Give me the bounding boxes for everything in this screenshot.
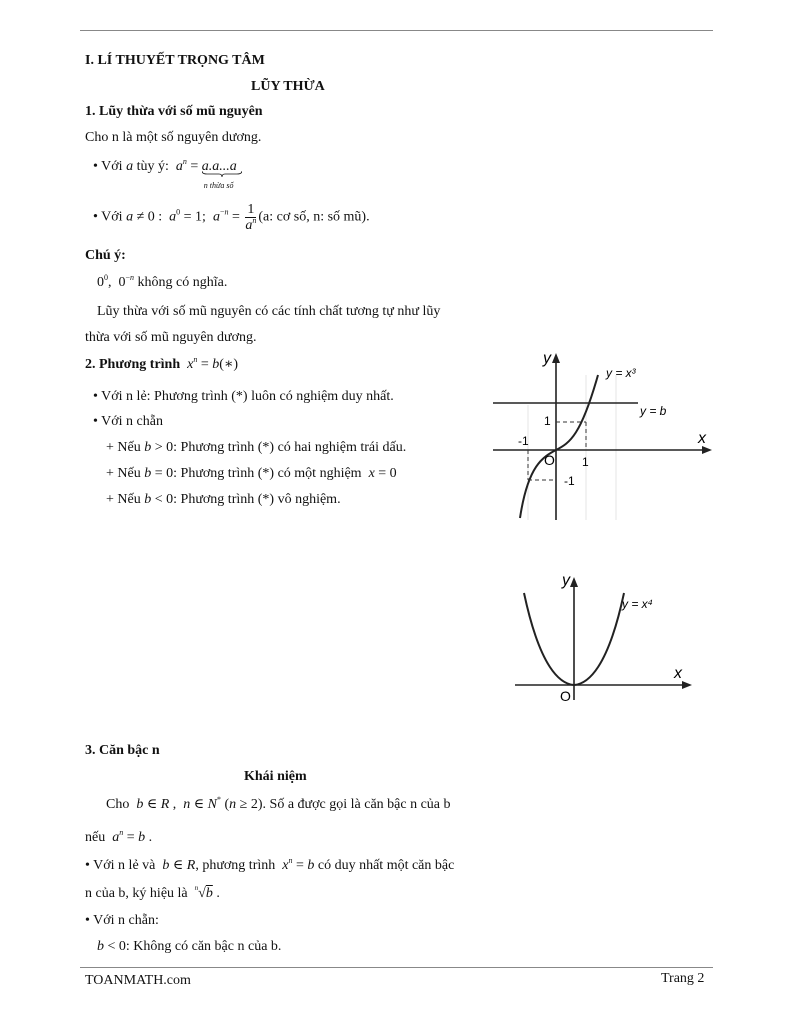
odd-case: • Với n lẻ: Phương trình (*) luôn có nghiệm duy nhất. [93, 389, 394, 404]
even-case-zero: + Nếu b = 0: Phương trình (*) có một nghiệm x = 0 [106, 466, 397, 481]
graph1-ytick-neg: -1 [564, 474, 575, 488]
graph-cubic-grid [528, 375, 616, 520]
graph2-origin: O [560, 688, 571, 704]
graph1-line-label: y = b [640, 404, 667, 418]
graph2-y-label: y [562, 572, 570, 589]
graph1-origin: O [544, 452, 555, 468]
graph1-tick-neg: -1 [518, 434, 529, 448]
graph2-x-label: x [674, 665, 682, 682]
note-line1: $0^0$, $0^{-n}$ không có nghĩa. [97, 273, 228, 290]
y-arrow-icon [552, 353, 560, 363]
section3-heading: 3. Căn bậc n [85, 743, 160, 758]
note-heading: Chú ý: [85, 248, 126, 263]
x-arrow-icon [702, 446, 712, 454]
graph1-y-label: y [543, 350, 551, 367]
root-odd-line2: n của b, ký hiệu là $^n$√b . [85, 884, 220, 901]
note-line3: thừa với số mũ nguyên dương. [85, 330, 257, 345]
root-definition-line1: Cho b ∈ R , n ∈ N* (n ≥ 2). Số a được gọi là căn bậc n của b [106, 795, 451, 812]
note-line2: Lũy thừa với số mũ nguyên có các tính chất tương tự như lũy [97, 304, 441, 319]
power-definition: • Với a tùy ý: $a^n = a.a...a$ n thừa số [93, 158, 237, 176]
y-arrow-icon [570, 577, 578, 587]
graph-cubic [488, 345, 718, 525]
root-even-case: b < 0: Không có căn bậc n của b. [97, 939, 282, 954]
section1-intro: Cho n là một số nguyên dương. [85, 130, 262, 145]
section-heading: I. LÍ THUYẾT TRỌNG TÂM [85, 53, 265, 68]
x-arrow-icon [682, 681, 692, 689]
even-case: • Với n chẵn [93, 414, 163, 429]
graph2-curve-label: y = x⁴ [622, 597, 653, 611]
main-title: LŨY THỪA [251, 79, 325, 94]
footer-site: TOANMATH.com [85, 973, 191, 988]
root-definition-line2: nếu $a^n = b$ . [85, 828, 153, 845]
section1-heading: 1. Lũy thừa với số mũ nguyên [85, 104, 263, 119]
graph1-tick-pos: 1 [582, 455, 589, 469]
root-even-line: • Với n chẵn: [85, 913, 159, 928]
even-case-negative: + Nếu b < 0: Phương trình (*) vô nghiệm. [106, 492, 341, 507]
graph1-curve-label: y = x³ [606, 366, 636, 380]
graph1-ytick-pos: 1 [544, 414, 551, 428]
footer-page-number: Trang 2 [661, 971, 705, 986]
graph-quartic [510, 568, 700, 708]
top-rule [80, 30, 713, 31]
graph1-x-label: x [698, 430, 706, 447]
section2-heading: 2. Phương trình $x^n$ = b(∗) [85, 355, 239, 372]
root-odd-line1: • Với n lẻ và b ∈ R, phương trình $x^n = b$ có duy nhất một căn bậc [85, 856, 455, 873]
negative-power: • Với a ≠ 0 : $a^0 = 1$; $a^{-n}$ = $\frac{1}{a^n}$ (a: cơ số, n: số mũ). [93, 202, 370, 233]
section3-subheading: Khái niệm [244, 769, 307, 784]
footer-rule [80, 967, 713, 968]
even-case-positive: + Nếu b > 0: Phương trình (*) có hai nghiệm trái dấu. [106, 440, 407, 455]
